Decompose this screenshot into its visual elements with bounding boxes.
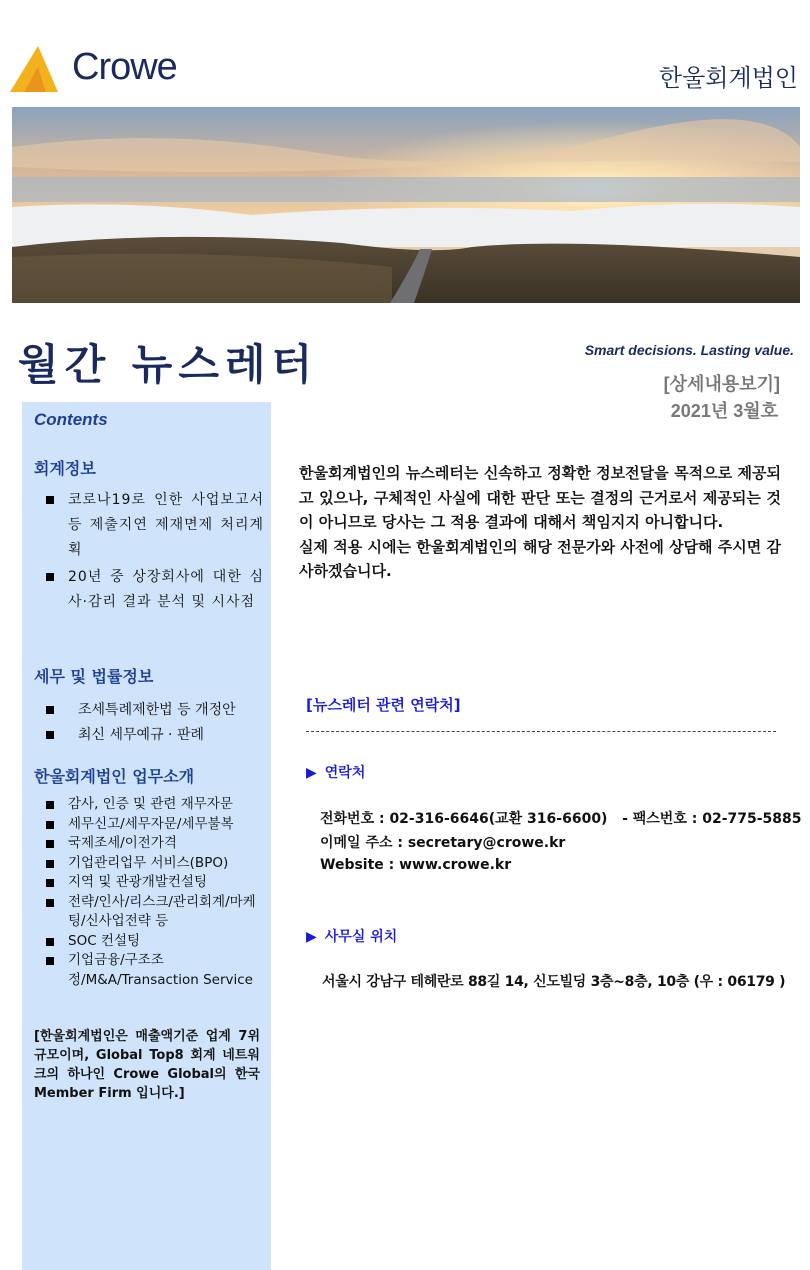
office-heading: [306, 926, 397, 946]
list-item: 지역 및 관광개발컨설팅: [42, 873, 264, 893]
tagline: Smart decisions. Lasting value.: [584, 342, 794, 358]
issue-date: 2021년 3월호: [670, 401, 778, 421]
contents-label: Contents: [34, 410, 108, 429]
list-item: 기업금융/구조조정/M&A/Transaction Service: [42, 951, 264, 990]
firm-name: 한울회계법인: [658, 64, 798, 92]
list-item: 전략/인사/리스크/관리회계/마케팅/신사업전략 등: [42, 893, 264, 932]
list-item: SOC 컨설팅: [42, 932, 264, 952]
phone-number: 전화번호 : 02-316-6646(교환 316-6600): [320, 811, 608, 827]
logo-text: Crowe: [72, 46, 177, 88]
dashed-divider: [306, 731, 776, 732]
section-heading-services: 한울회계법인 업무소개: [34, 767, 195, 786]
disclaimer: [299, 461, 781, 584]
triangle-right-icon: ▶: [306, 765, 317, 781]
list-item[interactable]: 조세특례제한법 등 개정안: [42, 698, 264, 723]
section-heading-accounting: 회계정보: [34, 459, 96, 478]
list-item: 감사, 인증 및 관련 재무자문: [42, 795, 264, 815]
list-item[interactable]: 20년 중 상장회사에 대한 심사·감리 결과 분석 및 시사점: [42, 565, 264, 615]
services-list: [42, 795, 264, 990]
phone-fax-line: [320, 808, 802, 828]
section-heading-tax-law: 세무 및 법률정보: [34, 667, 154, 686]
triangle-right-icon: ▶: [306, 929, 317, 945]
office-address: 서울시 강남구 테헤란로 88길 14, 신도빌딩 3층~8층, 10층 (우 : 06179 ): [322, 974, 786, 990]
crowe-logo: [8, 44, 178, 94]
crowe-triangle-icon: [8, 44, 68, 94]
banner-image: [12, 107, 800, 303]
office-heading-label: 사무실 위치: [324, 929, 398, 945]
contents-sidebar: [22, 402, 271, 1270]
contact-heading: [306, 762, 365, 782]
list-item: 국제조세/이전가격: [42, 834, 264, 854]
contact-heading-label: 연락처: [324, 765, 366, 781]
firm-intro: [한울회계법인은 매출액기준 업계 7위 규모이며, Global Top8 회계 네트워크의 하나인 Crowe Global의 한국 Member Firm 입니다.]: [34, 1029, 260, 1101]
disclaimer-paragraph: 한울회계법인의 뉴스레터는 신속하고 정확한 정보전달을 목적으로 제공되고 있으나, 구체적인 사실에 대한 판단 또는 결정의 근거로서 제공되는 것이 아니므로 당사는 그 적용 결과에 대해서 책임지지 아니합니다.: [299, 464, 781, 531]
newsletter-title: 월간 뉴스레터: [18, 340, 319, 389]
accounting-list: [42, 488, 264, 617]
disclaimer-paragraph: 실제 적용 시에는 한울회계법인의 해당 전문가와 사전에 상담해 주시면 감사하겠습니다.: [299, 537, 781, 580]
contact-section-title: [뉴스레터 관련 연락처]: [306, 696, 461, 714]
list-item[interactable]: 최신 세무예규 · 판례: [42, 723, 264, 748]
email-address[interactable]: 이메일 주소 : secretary@crowe.kr: [320, 835, 566, 851]
list-item[interactable]: 코로나19로 인한 사업보고서 등 제출지연 제재면제 처리계획: [42, 488, 264, 563]
website-link[interactable]: Website : www.crowe.kr: [320, 857, 512, 873]
detail-link[interactable]: [상세내용보기]: [663, 374, 780, 394]
tax-law-list: [42, 698, 264, 748]
list-item: 기업관리업무 서비스(BPO): [42, 854, 264, 874]
fax-number: - 팩스번호 : 02-775-5885: [622, 811, 802, 827]
list-item: 세무신고/세무자문/세무불복: [42, 815, 264, 835]
